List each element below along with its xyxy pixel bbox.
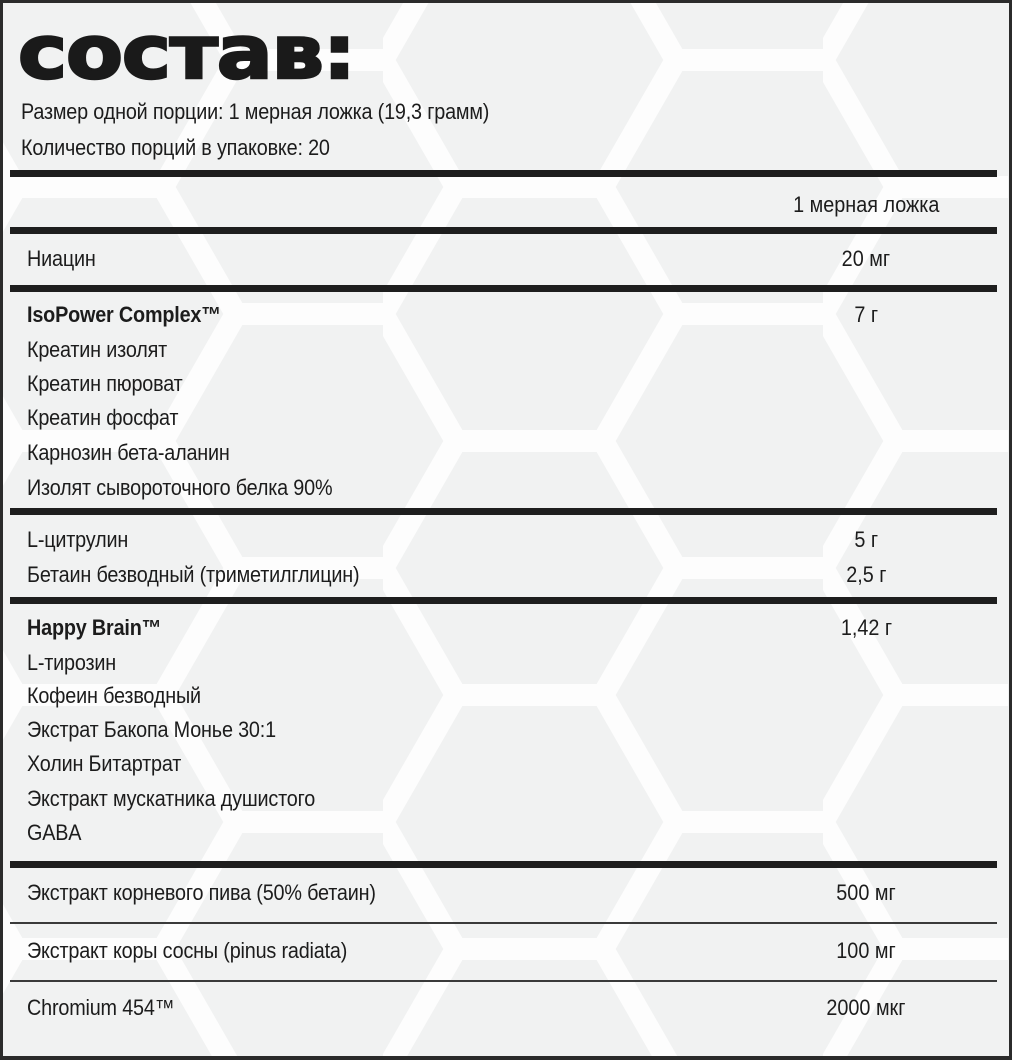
divider-thick (10, 597, 997, 604)
ingredient-name: Chromium 454™ (27, 995, 175, 1020)
ingredient-name: Креатин фосфат (27, 405, 179, 430)
section-heading-isopower: IsoPower Complex™ (27, 302, 221, 327)
ingredient-name: L-цитрулин (27, 527, 129, 552)
ingredient-amount: 500 мг (836, 880, 896, 905)
divider-thick (10, 861, 997, 868)
serving-size: Размер одной порции: 1 мерная ложка (19,3 грамм) (21, 99, 490, 124)
ingredient-name: L-тирозин (27, 650, 117, 675)
ingredient-name: Карнозин бета-аланин (27, 440, 230, 465)
ingredient-name: Экстрат Бакопа Монье 30:1 (27, 717, 276, 742)
divider-thin (10, 922, 997, 924)
ingredient-amount: 20 мг (841, 246, 891, 271)
ingredient-name: GABA (27, 820, 82, 845)
ingredient-name: Креатин изолят (27, 337, 168, 362)
ingredient-amount: 2,5 г (845, 562, 887, 587)
section-heading-happy-brain: Happy Brain™ (27, 615, 162, 640)
ingredient-amount: 100 мг (836, 938, 896, 963)
ingredient-amount: 2000 мкг (826, 995, 906, 1020)
divider-thin (10, 980, 997, 982)
ingredient-name: Креатин пюроват (27, 371, 183, 396)
section-amount-happy-brain: 1,42 г (840, 615, 892, 640)
ingredient-name: Бетаин безводный (триметилглицин) (27, 562, 360, 587)
ingredient-name: Кофеин безводный (27, 683, 201, 708)
ingredient-name: Экстракт корневого пива (50% бетаин) (27, 880, 376, 905)
ingredient-name: Ниацин (27, 246, 96, 271)
ingredient-name: Экстракт мускатника душистого (27, 786, 316, 811)
divider-thick (10, 170, 997, 177)
column-header: 1 мерная ложка (792, 192, 940, 217)
ingredient-name: Экстракт коры сосны (pinus radiata) (27, 938, 348, 963)
page-title: состав: (18, 10, 355, 96)
ingredient-name: Холин Битартрат (27, 751, 182, 776)
ingredient-amount: 5 г (854, 527, 878, 552)
ingredient-name: Изолят сывороточного белка 90% (27, 475, 333, 500)
section-amount-isopower: 7 г (854, 302, 878, 327)
divider-thick (10, 508, 997, 515)
servings-per-container: Количество порций в упаковке: 20 (21, 135, 330, 160)
divider-thick (10, 285, 997, 292)
divider-thick (10, 227, 997, 234)
